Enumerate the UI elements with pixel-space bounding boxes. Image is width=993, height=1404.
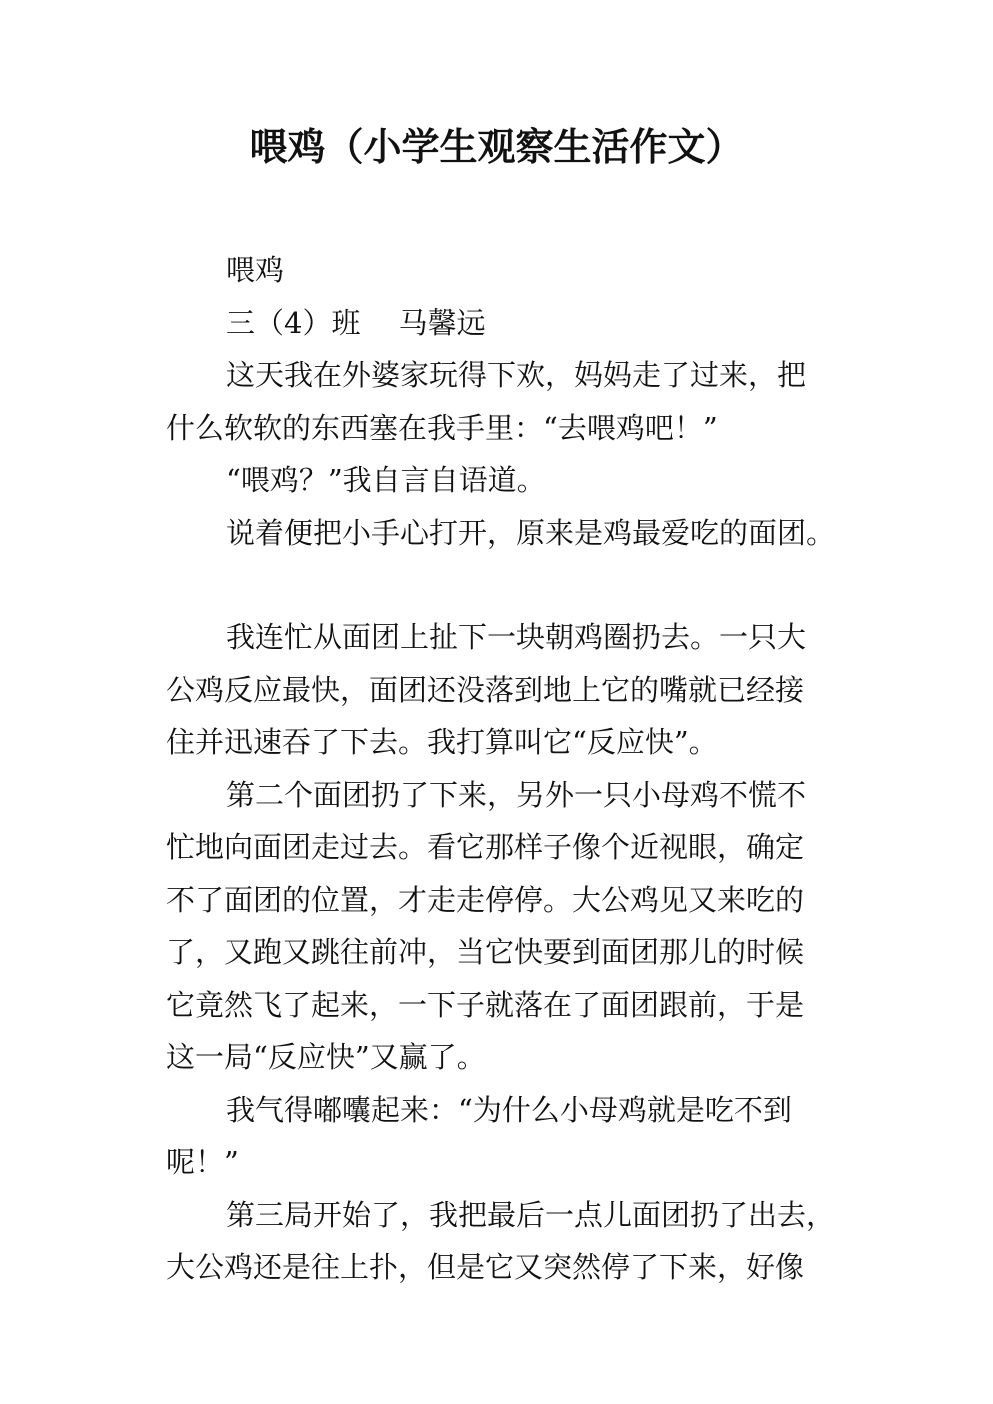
- paragraph: [166, 507, 856, 560]
- text-line: 了，又跑又跳往前冲，当它快要到面团那儿的时候: [166, 935, 805, 969]
- text-line: 这天我在外婆家玩得下欢，妈妈走了过来，把: [226, 358, 807, 392]
- text-line: 第二个面团扔了下来，另外一只小母鸡不慌不: [226, 777, 807, 812]
- document-title: 喂鸡（小学生观察生活作文）: [249, 125, 744, 169]
- text-line: 忙地向面团走过去。看它那样子像个近视眼，确定: [166, 830, 805, 864]
- text-line: 呢！”: [166, 1145, 239, 1179]
- text-line: 住并迅速吞了下去。我打算叫它“反应快”。: [166, 725, 718, 759]
- essay-subtitle: [166, 244, 856, 297]
- text-line: 第三局开始了，我把最后一点儿面团扔了出去，: [226, 1197, 836, 1232]
- text-line: 说着便把小手心打开，原来是鸡最爱吃的面团。: [226, 515, 836, 550]
- paragraph: [166, 769, 856, 1084]
- paragraph: [166, 611, 856, 769]
- text-line: 三（4）班 马馨远: [226, 305, 486, 340]
- blank-line: [166, 559, 856, 611]
- paragraph: [166, 1084, 856, 1189]
- paragraph: [166, 349, 856, 454]
- text-line: 什么软软的东西塞在我手里：“去喂鸡吧！”: [166, 410, 718, 445]
- text-line: 公鸡反应最快，面团还没落到地上它的嘴就已经接: [166, 672, 805, 707]
- text-line: 我连忙从面团上扯下一块朝鸡圈扔去。一只大: [226, 620, 807, 654]
- author-line: [166, 297, 856, 350]
- text-line: 喂鸡: [226, 253, 285, 287]
- text-line: 这一局“反应快”又赢了。: [166, 1040, 486, 1074]
- document-body: [166, 244, 856, 1294]
- text-line: 它竟然飞了起来，一下子就落在了面团跟前，于是: [166, 987, 805, 1022]
- paragraph: [166, 454, 856, 507]
- text-line: 不了面团的位置，才走走停停。大公鸡见又来吃的: [166, 882, 805, 917]
- text-line: 大公鸡还是往上扑，但是它又突然停了下来，好像: [166, 1250, 805, 1284]
- text-line: “喂鸡？”我自言自语道。: [226, 463, 546, 497]
- text-line: 我气得嘟囔起来：“为什么小母鸡就是吃不到: [226, 1092, 792, 1127]
- paragraph: [166, 1189, 856, 1294]
